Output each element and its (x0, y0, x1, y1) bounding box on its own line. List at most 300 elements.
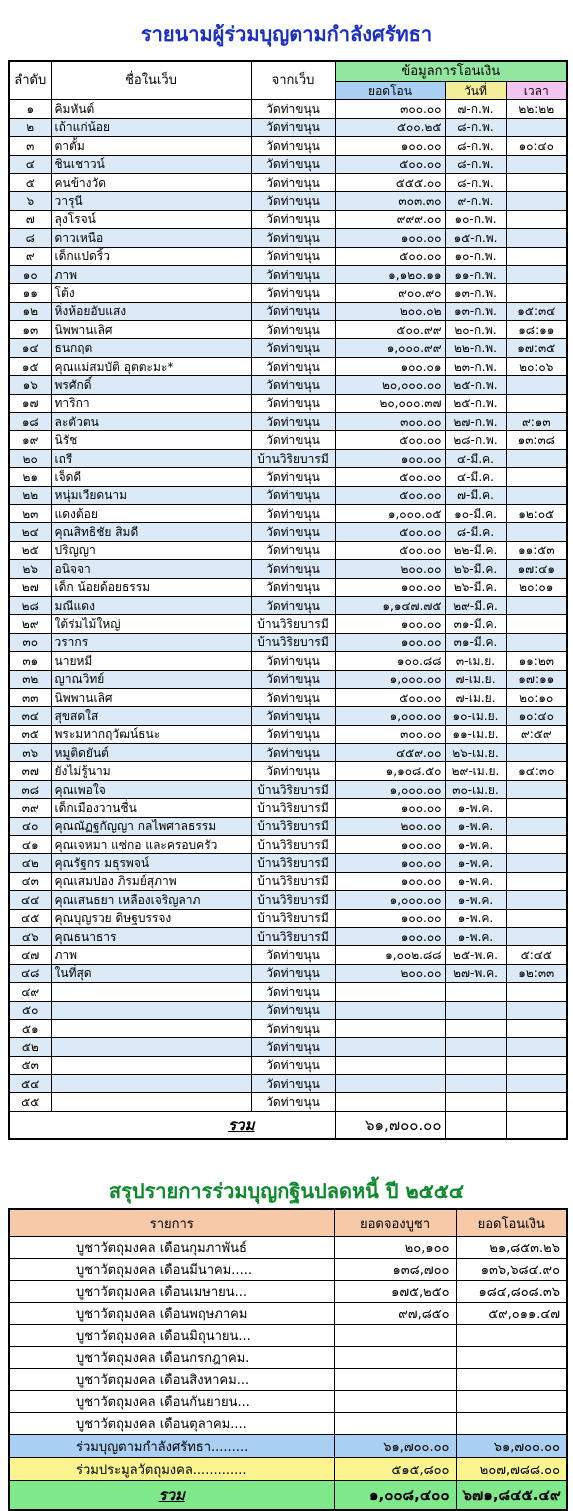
source-web: วัดท่าขนุน (251, 284, 335, 302)
transfer-date (445, 1038, 506, 1056)
summary-pledge: ๑๓๘,๗๐๐ (334, 1259, 456, 1281)
row-no: ๗ (9, 210, 51, 228)
row-no: ๑๔ (9, 339, 51, 357)
transfer-date: ๘-มี.ค. (445, 523, 506, 541)
table-row (9, 1038, 567, 1056)
row-no: ๒๘ (9, 596, 51, 614)
transfer-amount: ๕๐๐.๙๙ (335, 321, 445, 339)
summary-table (8, 1208, 568, 1511)
transfer-amount (335, 983, 445, 1001)
total-empty-cell (506, 1111, 567, 1139)
row-no: ๓๗ (9, 762, 51, 780)
source-web: วัดท่าขนุน (251, 1093, 335, 1111)
transfer-date: ๒๒-ก.พ. (445, 339, 506, 357)
donor-name: ใต้ร่มไม้ใหญ่ (51, 615, 251, 633)
source-web: บ้านวิริยบารมี (251, 817, 335, 835)
row-no: ๓๖ (9, 744, 51, 762)
table-row (9, 854, 567, 872)
donor-name: คนข้างวัด (51, 173, 251, 191)
transfer-time (506, 817, 567, 835)
transfer-date: ๑๐-เม.ย. (445, 707, 506, 725)
donor-name: นิพพานเลิศ (51, 688, 251, 706)
transfer-amount: ๕๐๐.๐๐ (335, 155, 445, 173)
summary-item: บูชาวัตถุมงคล เดือนกุมภาพันธ์ (9, 1237, 334, 1259)
transfer-date: ๒๙-มี.ค. (445, 596, 506, 614)
transfer-date: ๑-พ.ค. (445, 891, 506, 909)
row-no: ๑๓ (9, 321, 51, 339)
donor-name: นายหมี (51, 652, 251, 670)
source-web: วัดท่าขนุน (251, 725, 335, 743)
transfer-amount: ๑๐๐.๐๐ (335, 229, 445, 247)
donor-name: ภาพ (51, 265, 251, 283)
donor-name: ภาพ (51, 946, 251, 964)
transfer-time (506, 744, 567, 762)
row-no: ๔๘ (9, 964, 51, 982)
transfer-date: ๓๐-เม.ย. (445, 780, 506, 798)
table-row (9, 284, 567, 302)
summary-header-pledge: ยอดจองบูชา (334, 1209, 456, 1237)
transfer-date: ๙-ก.พ. (445, 192, 506, 210)
transfer-amount: ๑๐๐.๐๑ (335, 357, 445, 375)
row-no: ๑๘ (9, 413, 51, 431)
row-no: ๒๗ (9, 578, 51, 596)
transfer-amount: ๑๐๐.๘๘ (335, 652, 445, 670)
transfer-amount: ๑,๐๐๐.๐๐ (335, 891, 445, 909)
transfer-amount: ๓๐๐.๐๐ (335, 413, 445, 431)
transfer-amount: ๙๙๙.๐๐ (335, 210, 445, 228)
transfer-date (445, 1056, 506, 1074)
transfer-time (506, 229, 567, 247)
transfer-date: ๒๗-พ.ค. (445, 964, 506, 982)
summary-item: บูชาวัตถุมงคล เดือนตุลาคม.... (9, 1413, 334, 1435)
source-web: บ้านวิริยบารมี (251, 927, 335, 945)
transfer-time: ๑๑:๒๓ (506, 652, 567, 670)
donor-name: แดงต้อย (51, 504, 251, 522)
transfer-time (506, 210, 567, 228)
row-no: ๔๐ (9, 817, 51, 835)
table-row (9, 118, 567, 136)
table-row (9, 560, 567, 578)
source-web: วัดท่าขนุน (251, 468, 335, 486)
source-web: วัดท่าขนุน (251, 210, 335, 228)
transfer-date: ๑-พ.ค. (445, 909, 506, 927)
donor-name (51, 1093, 251, 1111)
source-web: วัดท่าขนุน (251, 265, 335, 283)
row-no: ๔๒ (9, 854, 51, 872)
transfer-amount: ๕๐๐.๐๐ (335, 688, 445, 706)
summary-row (9, 1391, 567, 1413)
donor-name: เถ้าแก่น้อย (51, 118, 251, 136)
source-web: วัดท่าขนุน (251, 652, 335, 670)
source-web: วัดท่าขนุน (251, 376, 335, 394)
transfer-time (506, 449, 567, 467)
transfer-time: ๑๕:๓๔ (506, 302, 567, 320)
table-row (9, 799, 567, 817)
row-no: ๕๐ (9, 1001, 51, 1019)
transfer-amount: ๕๐๐.๐๐ (335, 523, 445, 541)
col-header-transfer: ข้อมูลการโอนเงิน (335, 61, 567, 82)
row-no: ๒๒ (9, 486, 51, 504)
transfer-date: ๑-พ.ค. (445, 854, 506, 872)
transfer-date (445, 1075, 506, 1093)
donor-name: ละตัวตน (51, 413, 251, 431)
transfer-time (506, 173, 567, 191)
transfer-date: ๑๑-ก.พ. (445, 265, 506, 283)
transfer-date: ๒๖-เม.ย. (445, 744, 506, 762)
transfer-time: ๕:๔๕ (506, 946, 567, 964)
donor-name: เถรี (51, 449, 251, 467)
transfer-time: ๑๗:๑๑ (506, 670, 567, 688)
table-row (9, 596, 567, 614)
transfer-time (506, 891, 567, 909)
transfer-date: ๑๐-ก.พ. (445, 210, 506, 228)
col-header-name: ชื่อในเว็บ (51, 61, 251, 100)
donor-name: ปริญญา (51, 541, 251, 559)
table-row (9, 578, 567, 596)
table-row (9, 394, 567, 412)
source-web: วัดท่าขนุน (251, 964, 335, 982)
transfer-date: ๑-พ.ค. (445, 799, 506, 817)
source-web: วัดท่าขนุน (251, 173, 335, 191)
source-web: วัดท่าขนุน (251, 339, 335, 357)
total-label: รวม (9, 1111, 335, 1139)
transfer-time (506, 909, 567, 927)
summary-item: บูชาวัตถุมงคล เดือนเมษายน... (9, 1281, 334, 1303)
transfer-date (445, 1001, 506, 1019)
transfer-amount: ๑๐๐.๐๐ (335, 578, 445, 596)
source-web: วัดท่าขนุน (251, 983, 335, 1001)
donor-name: ยังไม่รู้นาม (51, 762, 251, 780)
transfer-time (506, 983, 567, 1001)
donor-name: คิมหันต์ (51, 100, 251, 118)
donor-name: อนิจจา (51, 560, 251, 578)
source-web: บ้านวิริยบารมี (251, 872, 335, 890)
transfer-amount: ๑๐๐.๐๐ (335, 836, 445, 854)
source-web: วัดท่าขนุน (251, 762, 335, 780)
transfer-date (445, 1019, 506, 1037)
transfer-amount: ๑,๐๐๐.๐๐ (335, 780, 445, 798)
summary-row (9, 1347, 567, 1369)
transfer-amount: ๕๐๐.๐๐ (335, 431, 445, 449)
row-no: ๙ (9, 247, 51, 265)
donor-name: ดาวเหนือ (51, 229, 251, 247)
source-web: วัดท่าขนุน (251, 670, 335, 688)
transfer-time: ๒๐:๐๖ (506, 357, 567, 375)
table-row (9, 817, 567, 835)
summary-pledge: ๑๗๕,๒๕๐ (334, 1281, 456, 1303)
table-row (9, 229, 567, 247)
transfer-time: ๑๒:๓๓ (506, 964, 567, 982)
transfer-date: ๑๐-มี.ค. (445, 504, 506, 522)
row-no: ๑ (9, 100, 51, 118)
transfer-amount: ๑,๐๐๐.๐๐ (335, 707, 445, 725)
source-web: วัดท่าขนุน (251, 394, 335, 412)
donor-name: ลุงโรจน์ (51, 210, 251, 228)
transfer-date: ๗-มี.ค. (445, 486, 506, 504)
transfer-date: ๒๕-ก.พ. (445, 376, 506, 394)
transfer-time (506, 854, 567, 872)
transfer-date: ๒๓-ก.พ. (445, 357, 506, 375)
transfer-time (506, 192, 567, 210)
transfer-date: ๑-พ.ค. (445, 927, 506, 945)
transfer-time: ๑๐:๔๐ (506, 137, 567, 155)
donor-name (51, 1001, 251, 1019)
source-web: วัดท่าขนุน (251, 578, 335, 596)
row-no: ๓๓ (9, 688, 51, 706)
donor-name: ธนกฤต (51, 339, 251, 357)
donor-name: คุณเจหมา แซ่กอ และครอบครัว (51, 836, 251, 854)
col-header-web: จากเว็บ (251, 61, 335, 100)
row-no: ๒๕ (9, 541, 51, 559)
transfer-time: ๒๒:๒๒ (506, 100, 567, 118)
table-row (9, 431, 567, 449)
donor-name: นิรัช (51, 431, 251, 449)
donor-name: วารุนี (51, 192, 251, 210)
summary-row (9, 1259, 567, 1281)
row-no: ๑๒ (9, 302, 51, 320)
transfer-time (506, 780, 567, 798)
transfer-amount (335, 1038, 445, 1056)
transfer-date: ๑๕-ก.พ. (445, 229, 506, 247)
donor-name: ชินเชาวน์ (51, 155, 251, 173)
summary-header-item: รายการ (9, 1209, 334, 1237)
source-web: วัดท่าขนุน (251, 1056, 335, 1074)
transfer-time: ๙:๕๙ (506, 725, 567, 743)
table-row (9, 1019, 567, 1037)
transfer-date: ๔-มี.ค. (445, 449, 506, 467)
source-web: วัดท่าขนุน (251, 946, 335, 964)
transfer-time: ๑๔:๓๐ (506, 762, 567, 780)
table-row (9, 155, 567, 173)
transfer-time: ๑๗:๓๕ (506, 339, 567, 357)
donor-name: หมูติดยันต์ (51, 744, 251, 762)
row-no: ๓๘ (9, 780, 51, 798)
transfer-amount: ๑,๐๐๐.๙๙ (335, 339, 445, 357)
faith-donation-label: ร่วมบุญตามกำลังศรัทธา......... (9, 1435, 334, 1458)
donor-name: เจ็ดดี (51, 468, 251, 486)
source-web: วัดท่าขนุน (251, 431, 335, 449)
table-row (9, 836, 567, 854)
source-web: บ้านวิริยบารมี (251, 615, 335, 633)
table-row (9, 762, 567, 780)
summary-item: บูชาวัตถุมงคล เดือนมีนาคม..... (9, 1259, 334, 1281)
row-no: ๒๐ (9, 449, 51, 467)
table-row (9, 504, 567, 522)
transfer-amount: ๑๐๐.๐๐ (335, 909, 445, 927)
table-row (9, 302, 567, 320)
source-web: วัดท่าขนุน (251, 1001, 335, 1019)
summary-total-pledge: ๑,๐๐๘,๔๐๐ (334, 1481, 456, 1511)
row-no: ๔๕ (9, 909, 51, 927)
source-web: วัดท่าขนุน (251, 155, 335, 173)
donor-name: เด็กเมืองวานชื่น (51, 799, 251, 817)
row-no: ๕๔ (9, 1075, 51, 1093)
row-no: ๒๓ (9, 504, 51, 522)
table-row (9, 725, 567, 743)
source-web: วัดท่าขนุน (251, 707, 335, 725)
transfer-amount: ๑๐๐.๐๐ (335, 927, 445, 945)
transfer-amount: ๕๐๐.๐๐ (335, 468, 445, 486)
source-web: วัดท่าขนุน (251, 357, 335, 375)
transfer-amount: ๓๐๐.๐๐ (335, 725, 445, 743)
summary-pledge (334, 1347, 456, 1369)
transfer-amount: ๕๐๐.๐๐ (335, 541, 445, 559)
row-no: ๒๑ (9, 468, 51, 486)
transfer-time (506, 872, 567, 890)
transfer-time (506, 486, 567, 504)
donor-name: คุณณัฏฐกัญญา กลไพศาลธรรม (51, 817, 251, 835)
transfer-amount: ๑,๑๔๗.๗๕ (335, 596, 445, 614)
source-web: วัดท่าขนุน (251, 541, 335, 559)
donor-name (51, 1056, 251, 1074)
transfer-time (506, 247, 567, 265)
transfer-time (506, 596, 567, 614)
transfer-time (506, 523, 567, 541)
donor-name (51, 983, 251, 1001)
donor-name: คุณแม่สมบัติ อุตตะมะ* (51, 357, 251, 375)
donor-name: คุณธนาธาร (51, 927, 251, 945)
auction-pledge: ๕๑๕,๘๐๐ (334, 1458, 456, 1481)
table-row (9, 413, 567, 431)
row-no: ๑๐ (9, 265, 51, 283)
transfer-amount: ๑๐๐.๐๐ (335, 615, 445, 633)
table-row (9, 247, 567, 265)
transfer-time (506, 927, 567, 945)
total-empty-cell (445, 1111, 506, 1139)
source-web: บ้านวิริยบารมี (251, 854, 335, 872)
transfer-date: ๗-เม.ย. (445, 670, 506, 688)
source-web: วัดท่าขนุน (251, 192, 335, 210)
table-row (9, 192, 567, 210)
row-no: ๒๖ (9, 560, 51, 578)
source-web: บ้านวิริยบารมี (251, 836, 335, 854)
summary-pledge (334, 1369, 456, 1391)
donor-name: คุณรัฐกร มธุรพจน์ (51, 854, 251, 872)
summary-item: บูชาวัตถุมงคล เดือนพฤษภาคม (9, 1303, 334, 1325)
donor-name: หนุ่มเวียดนาม (51, 486, 251, 504)
row-no: ๕๕ (9, 1093, 51, 1111)
summary-row (9, 1237, 567, 1259)
row-no: ๑๗ (9, 394, 51, 412)
row-no: ๑๑ (9, 284, 51, 302)
transfer-time (506, 836, 567, 854)
table-row (9, 210, 567, 228)
table-row (9, 615, 567, 633)
summary-transfer (456, 1325, 567, 1347)
transfer-date: ๒๕-พ.ค. (445, 946, 506, 964)
transfer-amount: ๒๐๐.๐๐ (335, 964, 445, 982)
table-row (9, 486, 567, 504)
table-row (9, 707, 567, 725)
source-web: บ้านวิริยบารมี (251, 449, 335, 467)
transfer-time (506, 118, 567, 136)
transfer-time: ๙:๑๓ (506, 413, 567, 431)
transfer-amount: ๔๕๙.๐๐ (335, 744, 445, 762)
source-web: บ้านวิริยบารมี (251, 799, 335, 817)
table-row (9, 1001, 567, 1019)
row-no: ๔๗ (9, 946, 51, 964)
donor-name: หิ่งห้อยอับแสง (51, 302, 251, 320)
transfer-date: ๗-ก.พ. (445, 100, 506, 118)
transfer-amount: ๑๐๐.๐๐ (335, 799, 445, 817)
summary-pledge (334, 1413, 456, 1435)
summary-header-transfer: ยอดโอนเงิน (456, 1209, 567, 1237)
transfer-date: ๑-พ.ค. (445, 836, 506, 854)
source-web: วัดท่าขนุน (251, 596, 335, 614)
transfer-time: ๑๑:๕๓ (506, 541, 567, 559)
row-no: ๓ (9, 137, 51, 155)
table-row (9, 339, 567, 357)
transfer-time (506, 615, 567, 633)
transfer-date: ๒๐-ก.พ. (445, 321, 506, 339)
transfer-date: ๓๑-มี.ค. (445, 615, 506, 633)
table-row (9, 891, 567, 909)
table-row (9, 173, 567, 191)
row-no: ๒๙ (9, 615, 51, 633)
row-no: ๕๑ (9, 1019, 51, 1037)
transfer-amount: ๑,๐๐๐.๐๕ (335, 504, 445, 522)
row-no: ๖ (9, 192, 51, 210)
summary-transfer: ๕๙,๐๑๑.๔๗ (456, 1303, 567, 1325)
table-row (9, 744, 567, 762)
summary-row (9, 1413, 567, 1435)
donor-name: ญาณวิทย์ (51, 670, 251, 688)
summary-pledge (334, 1325, 456, 1347)
transfer-amount: ๒๐,๐๐๐.๐๐ (335, 376, 445, 394)
donor-name: สุขสดใส (51, 707, 251, 725)
row-no: ๔ (9, 155, 51, 173)
summary-item: บูชาวัตถุมงคล เดือนกรกฎาคม. (9, 1347, 334, 1369)
table-row (9, 321, 567, 339)
summary-transfer (456, 1413, 567, 1435)
transfer-date: ๒๒-มี.ค. (445, 541, 506, 559)
transfer-amount: ๕๐๐.๒๕ (335, 118, 445, 136)
transfer-time (506, 799, 567, 817)
row-no: ๔๔ (9, 891, 51, 909)
table-row (9, 983, 567, 1001)
donor-name: คุณเสมปอง ภิรมย์สุภาพ (51, 872, 251, 890)
transfer-amount (335, 1093, 445, 1111)
transfer-amount: ๕๕๕.๐๐ (335, 173, 445, 191)
summary-pledge (334, 1391, 456, 1413)
transfer-amount: ๕๐๐.๐๐ (335, 486, 445, 504)
transfer-time: ๒๐:๐๑ (506, 578, 567, 596)
transfer-amount: ๓๐๓.๓๐ (335, 192, 445, 210)
donor-name: ทาริกา (51, 394, 251, 412)
transfer-date: ๒๖-มี.ค. (445, 560, 506, 578)
donor-name: คุณเสนธยา เหลืองเจริญลาภ (51, 891, 251, 909)
transfer-time (506, 376, 567, 394)
row-no: ๑๕ (9, 357, 51, 375)
transfer-time (506, 633, 567, 651)
row-no: ๑๖ (9, 376, 51, 394)
transfer-time (506, 394, 567, 412)
transfer-time: ๑๗:๔๑ (506, 560, 567, 578)
transfer-time: ๑๒:๐๕ (506, 504, 567, 522)
table-row (9, 652, 567, 670)
summary-transfer (456, 1347, 567, 1369)
donor-name: คุณสิทธิชัย สิมดี (51, 523, 251, 541)
transfer-amount: ๑,๑๒๐.๑๑ (335, 265, 445, 283)
donor-name: เด็ก น้อยด้อยธรรม (51, 578, 251, 596)
transfer-date: ๑-พ.ค. (445, 872, 506, 890)
transfer-date: ๘-ก.พ. (445, 155, 506, 173)
transfer-time: ๑๐:๔๐ (506, 707, 567, 725)
table-row (9, 909, 567, 927)
transfer-amount: ๑,๑๐๘.๕๐ (335, 762, 445, 780)
row-no: ๔๓ (9, 872, 51, 890)
table-row (9, 100, 567, 118)
